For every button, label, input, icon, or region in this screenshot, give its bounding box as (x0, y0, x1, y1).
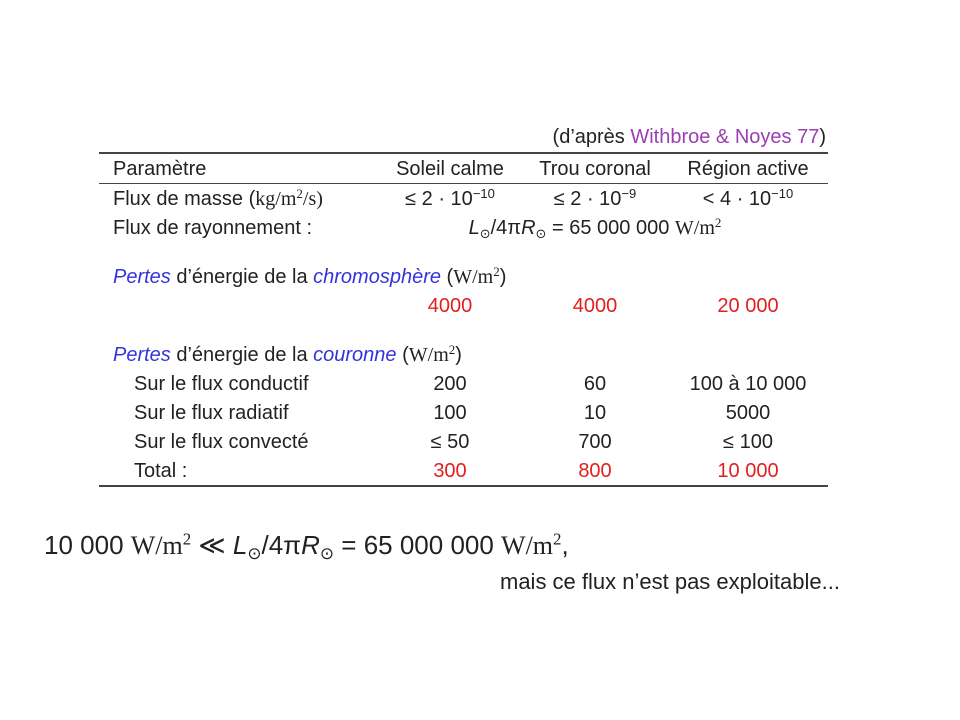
radiation-flux-number: = 65 000 000 (546, 217, 675, 239)
mass-flux-op: < (702, 188, 715, 210)
remark-text: mais ce flux n’est pas exploitable... (500, 569, 840, 594)
chromosphere-unit (453, 263, 500, 288)
radiation-flux-value (468, 214, 722, 241)
mass-flux-soleil-calme (405, 185, 495, 211)
energy-table (99, 152, 828, 487)
mass-flux-unit-text: kg/m (255, 188, 297, 210)
table-bottom-rule (99, 485, 828, 487)
mass-flux-exp: −9 (621, 185, 637, 201)
corona-heading-mid: d’énergie de la (170, 344, 314, 366)
spacer (99, 320, 828, 340)
luminosity-symbol: L (232, 530, 248, 560)
total-label: Total : (134, 460, 188, 482)
radiative-region-active: 5000 (725, 402, 771, 424)
mass-flux-base: 2 · 10 (421, 188, 473, 210)
unit-open: ( (396, 344, 409, 366)
mass-flux-base: 2 · 10 (570, 188, 622, 210)
formula-rhs-exp: 2 (553, 529, 562, 549)
header-parametre: Paramètre (113, 158, 207, 180)
spacer (99, 242, 828, 262)
four-pi: /4π (490, 217, 522, 239)
header-trou-coronal: Trou coronal (539, 158, 651, 180)
conductive-region-active: 100 à 10 000 (689, 373, 807, 395)
formula-lhs-unit (131, 531, 191, 560)
flux-comparison-formula (44, 529, 569, 564)
corona-unit-exp: 2 (448, 341, 456, 357)
mass-flux-op: ≤ (553, 188, 565, 210)
chromosphere-unit-exp: 2 (493, 263, 500, 279)
mass-flux-label-text: Flux de masse ( (113, 188, 256, 210)
radius-symbol: R (301, 530, 320, 560)
chromosphere-heading (113, 263, 507, 289)
header-soleil-calme: Soleil calme (396, 158, 504, 180)
chromosphere-values-row (99, 291, 828, 320)
formula-lhs-exp: 2 (182, 529, 192, 549)
radiation-flux-row (99, 213, 828, 242)
pertes-word: Pertes (113, 266, 171, 288)
radiative-soleil-calme: 100 (433, 402, 467, 424)
pertes-word: Pertes (113, 344, 171, 366)
radiation-flux-unit-text: W/m (674, 217, 715, 239)
citation-prefix: (d’après (552, 126, 631, 148)
formula-op: ≪ (191, 530, 233, 560)
formula-tail: , (561, 530, 569, 560)
convective-flux-row (99, 427, 828, 456)
mass-flux-op: ≤ (405, 188, 417, 210)
corona-heading-row (99, 340, 828, 369)
radiative-trou-coronal: 10 (583, 402, 607, 424)
chromosphere-unit-text: W/m (453, 266, 494, 288)
formula-rhs-unit-text: W/m (501, 531, 554, 560)
conductive-trou-coronal: 60 (583, 373, 607, 395)
total-region-active: 10 000 (717, 460, 779, 482)
radiative-flux-row (99, 398, 828, 427)
mass-flux-unit-exp: 2 (296, 185, 303, 201)
total-trou-coronal: 800 (578, 460, 612, 482)
conductive-soleil-calme: 200 (433, 373, 467, 395)
radiation-flux-unit-exp: 2 (714, 214, 722, 230)
citation (553, 126, 826, 149)
formula-lhs: 10 000 (44, 530, 131, 560)
radius-symbol: R (521, 217, 536, 239)
citation-ref: Withbroe & Noyes 77 (630, 126, 820, 148)
mass-flux-exp: −10 (771, 185, 794, 201)
conductive-flux-row (99, 369, 828, 398)
mass-flux-exp: −10 (472, 185, 495, 201)
chromosphere-word: chromosphère (313, 266, 441, 288)
corona-unit-text: W/m (408, 344, 449, 366)
mass-flux-row (99, 184, 828, 213)
four-pi: /4π (261, 530, 302, 560)
chromosphere-trou-coronal: 4000 (572, 295, 618, 317)
radiation-flux-unit (674, 214, 722, 239)
corona-unit (408, 341, 456, 366)
chromosphere-heading-row (99, 262, 828, 291)
table-header-row (99, 154, 828, 183)
sun-symbol: ⊙ (319, 544, 335, 564)
conductive-flux-label: Sur le flux conductif (134, 373, 309, 395)
mass-flux-base: 4 · 10 (720, 188, 772, 210)
mass-flux-region-active (702, 185, 794, 211)
chromosphere-heading-mid: d’énergie de la (170, 266, 314, 288)
header-region-active: Région active (687, 158, 809, 180)
convective-soleil-calme: ≤ 50 (430, 431, 470, 453)
radiation-flux-label: Flux de rayonnement : (113, 217, 312, 239)
convective-region-active: ≤ 100 (723, 431, 773, 453)
mass-flux-unit-tail: /s) (302, 188, 323, 210)
luminosity-symbol: L (468, 217, 480, 239)
unit-open: ( (440, 266, 454, 288)
convective-trou-coronal: 700 (578, 431, 612, 453)
couronne-word: couronne (313, 344, 397, 366)
convective-flux-label: Sur le flux convecté (134, 431, 309, 453)
sun-symbol: ⊙ (535, 225, 547, 241)
unit-close: ) (499, 266, 507, 288)
radiative-flux-label: Sur le flux radiatif (134, 402, 289, 424)
sun-symbol: ⊙ (247, 544, 262, 564)
corona-heading (113, 341, 462, 367)
chromosphere-region-active: 20 000 (717, 295, 779, 317)
total-row (99, 456, 828, 485)
formula-eq: = 65 000 000 (334, 530, 502, 560)
formula-rhs-unit (501, 531, 561, 560)
mass-flux-trou-coronal (553, 185, 637, 211)
unit-close: ) (455, 344, 462, 366)
citation-suffix: ) (819, 126, 826, 148)
sun-symbol: ⊙ (479, 225, 491, 241)
chromosphere-soleil-calme: 4000 (427, 295, 473, 317)
mass-flux-unit (255, 185, 323, 210)
mass-flux-label (113, 185, 323, 211)
total-soleil-calme: 300 (433, 460, 467, 482)
formula-lhs-unit-text: W/m (130, 531, 183, 560)
